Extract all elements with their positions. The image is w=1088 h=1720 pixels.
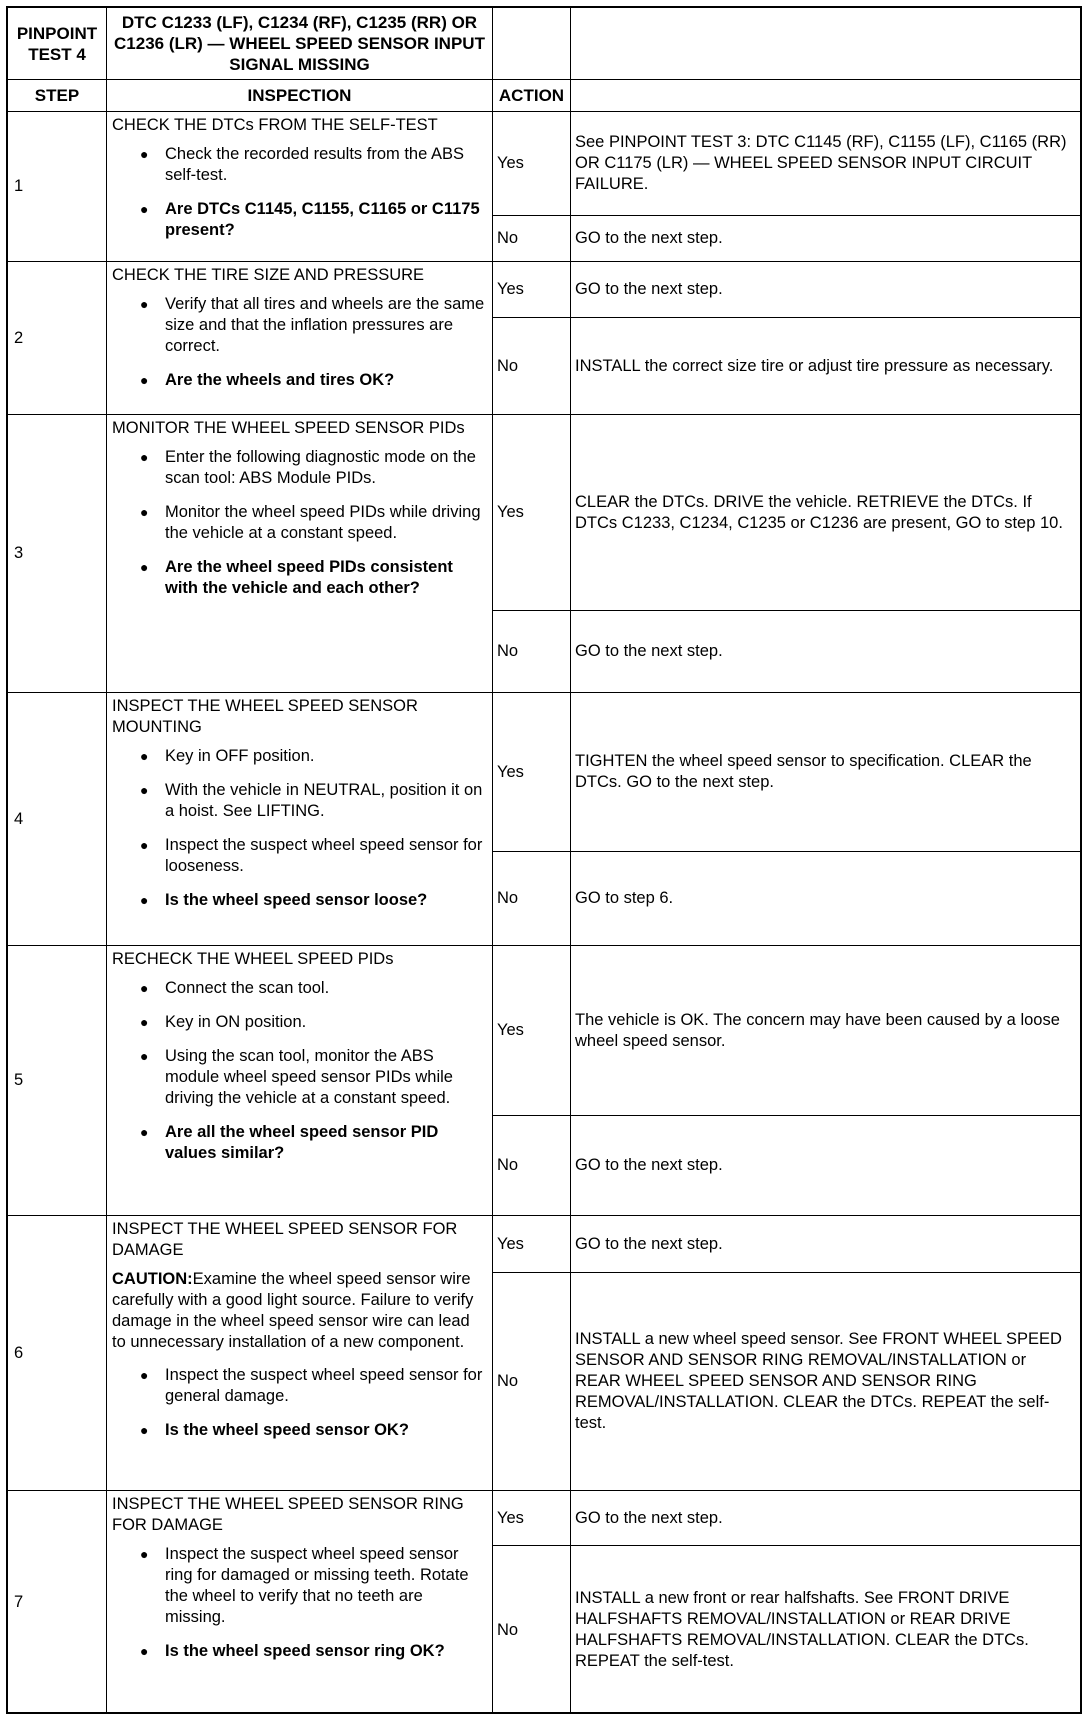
inspection-bullet: ● Enter the following diagnostic mode on the scan tool: ABS Module PIDs. xyxy=(112,447,487,489)
answer-no: No xyxy=(493,852,571,946)
step-title: INSPECT THE WHEEL SPEED SENSOR MOUNTING xyxy=(112,697,418,736)
action-yes: GO to the next step. xyxy=(571,262,1082,318)
action-yes: GO to the next step. xyxy=(571,1216,1082,1273)
step-title: CHECK THE DTCs FROM THE SELF-TEST xyxy=(112,116,438,134)
action-yes: See PINPOINT TEST 3: DTC C1145 (RF), C1155 (LF), C1165 (RR) OR C1175 (LR) — WHEEL SPEED SENSOR INPUT CIRCUIT FAILURE. xyxy=(571,112,1082,216)
answer-yes: Yes xyxy=(493,693,571,852)
caution-label: CAUTION: xyxy=(112,1270,193,1288)
step-number: 6 xyxy=(8,1216,107,1491)
caution-note xyxy=(112,1269,487,1353)
step-number: 1 xyxy=(8,112,107,262)
action-no: INSTALL a new front or rear halfshafts. See FRONT DRIVE HALFSHAFTS REMOVAL/INSTALLATION or REAR DRIVE HALFSHAFTS REMOVAL/INSTALLATION. CLEAR the DTCs. REPEAT the self-test. xyxy=(575,1589,1029,1670)
inspection-bullet: ● Verify that all tires and wheels are the same size and that the inflation pressures are correct. xyxy=(112,294,487,357)
action-no: GO to step 6. xyxy=(571,852,1082,946)
step-title: MONITOR THE WHEEL SPEED SENSOR PIDs xyxy=(112,419,465,437)
step-number: 3 xyxy=(8,415,107,693)
step-inspection xyxy=(107,693,493,946)
step-number: 2 xyxy=(8,262,107,415)
caution-text: Examine the wheel speed sensor wire carefully with a good light source. Failure to verify damage in the wheel speed sensor wire can lead to unnecessary installation of a new component. xyxy=(112,1270,474,1351)
step-inspection xyxy=(107,946,493,1216)
answer-yes: Yes xyxy=(493,1216,571,1273)
inspection-bullet: ● Connect the scan tool. xyxy=(112,978,487,999)
inspection-bullet: ● Using the scan tool, monitor the ABS module wheel speed sensor PIDs while driving the vehicle at a constant speed. xyxy=(112,1046,487,1109)
pinpoint-test-table xyxy=(6,6,1082,1714)
action-yes: The vehicle is OK. The concern may have been caused by a loose wheel speed sensor. xyxy=(571,946,1082,1116)
action-no: INSTALL the correct size tire or adjust tire pressure as necessary. xyxy=(571,318,1082,415)
answer-yes: Yes xyxy=(493,415,571,611)
inspection-question: ● Are DTCs C1145, C1155, C1165 or C1175 present? xyxy=(112,199,487,241)
step-inspection xyxy=(107,415,493,693)
step-inspection xyxy=(107,1216,493,1491)
test-title: DTC C1233 (LF), C1234 (RF), C1235 (RR) OR C1236 (LR) — WHEEL SPEED SENSOR INPUT SIGNAL MISSING xyxy=(107,8,493,80)
inspection-question: ● Are all the wheel speed sensor PID values similar? xyxy=(112,1122,487,1164)
header-blank-action xyxy=(493,8,571,80)
action-yes: CLEAR the DTCs. DRIVE the vehicle. RETRIEVE the DTCs. If DTCs C1233, C1234, C1235 or C1236 are present, GO to step 10. xyxy=(571,415,1082,611)
step-number: 7 xyxy=(8,1491,107,1714)
answer-no: No xyxy=(493,1273,571,1491)
inspection-bullet: ● Monitor the wheel speed PIDs while driving the vehicle at a constant speed. xyxy=(112,502,487,544)
action-no: GO to the next step. xyxy=(571,611,1082,693)
answer-yes: Yes xyxy=(493,946,571,1116)
action-no: GO to the next step. xyxy=(571,1116,1082,1216)
inspection-bullet: ● Inspect the suspect wheel speed sensor ring for damaged or missing teeth. Rotate the wheel to verify that no teeth are missing. xyxy=(112,1544,487,1628)
column-header-step: STEP xyxy=(8,80,107,112)
answer-no: No xyxy=(493,1546,571,1714)
inspection-bullet: ● Check the recorded results from the ABS self-test. xyxy=(112,144,487,186)
action-no: GO to the next step. xyxy=(571,216,1082,262)
action-yes: GO to the next step. xyxy=(571,1491,1082,1546)
step-number: 4 xyxy=(8,693,107,946)
inspection-bullet: ● With the vehicle in NEUTRAL, position it on a hoist. See LIFTING. xyxy=(112,780,487,822)
answer-yes: Yes xyxy=(493,262,571,318)
inspection-bullet: ● Inspect the suspect wheel speed sensor for looseness. xyxy=(112,835,487,877)
answer-no: No xyxy=(493,611,571,693)
inspection-question: ● Are the wheel speed PIDs consistent with the vehicle and each other? xyxy=(112,557,487,599)
step-inspection xyxy=(107,112,493,262)
step-title: INSPECT THE WHEEL SPEED SENSOR RING FOR DAMAGE xyxy=(112,1495,464,1534)
step-inspection xyxy=(107,1491,493,1714)
inspection-bullet: ● Inspect the suspect wheel speed sensor for general damage. xyxy=(112,1365,487,1407)
action-yes: TIGHTEN the wheel speed sensor to specification. CLEAR the DTCs. GO to the next step. xyxy=(571,693,1082,852)
inspection-question: ● Is the wheel speed sensor ring OK? xyxy=(112,1641,487,1662)
answer-yes: Yes xyxy=(493,1491,571,1546)
action-no: INSTALL a new wheel speed sensor. See FRONT WHEEL SPEED SENSOR AND SENSOR RING REMOVAL/INSTALLATION or REAR WHEEL SPEED SENSOR AND SENSOR RING REMOVAL/INSTALLATION. CLEAR the DTCs. REPEAT the self-test. xyxy=(571,1273,1082,1491)
inspection-bullet: ● Key in OFF position. xyxy=(112,746,487,767)
inspection-question: ● Is the wheel speed sensor loose? xyxy=(112,890,487,911)
step-number: 5 xyxy=(8,946,107,1216)
column-header-blank xyxy=(571,80,1082,112)
column-header-inspection: INSPECTION xyxy=(107,80,493,112)
step-inspection xyxy=(107,262,493,415)
step-title: RECHECK THE WHEEL SPEED PIDs xyxy=(112,950,394,968)
answer-no: No xyxy=(493,318,571,415)
column-header-action: ACTION xyxy=(493,80,571,112)
inspection-question: ● Is the wheel speed sensor OK? xyxy=(112,1420,487,1441)
inspection-bullet: ● Key in ON position. xyxy=(112,1012,487,1033)
pinpoint-label: PINPOINT TEST 4 xyxy=(8,8,107,80)
inspection-question: ● Are the wheels and tires OK? xyxy=(112,370,487,391)
step-title: INSPECT THE WHEEL SPEED SENSOR FOR DAMAGE xyxy=(112,1220,458,1259)
step-title: CHECK THE TIRE SIZE AND PRESSURE xyxy=(112,266,425,284)
answer-no: No xyxy=(493,216,571,262)
answer-no: No xyxy=(493,1116,571,1216)
header-blank-result xyxy=(571,8,1082,80)
answer-yes: Yes xyxy=(493,112,571,216)
